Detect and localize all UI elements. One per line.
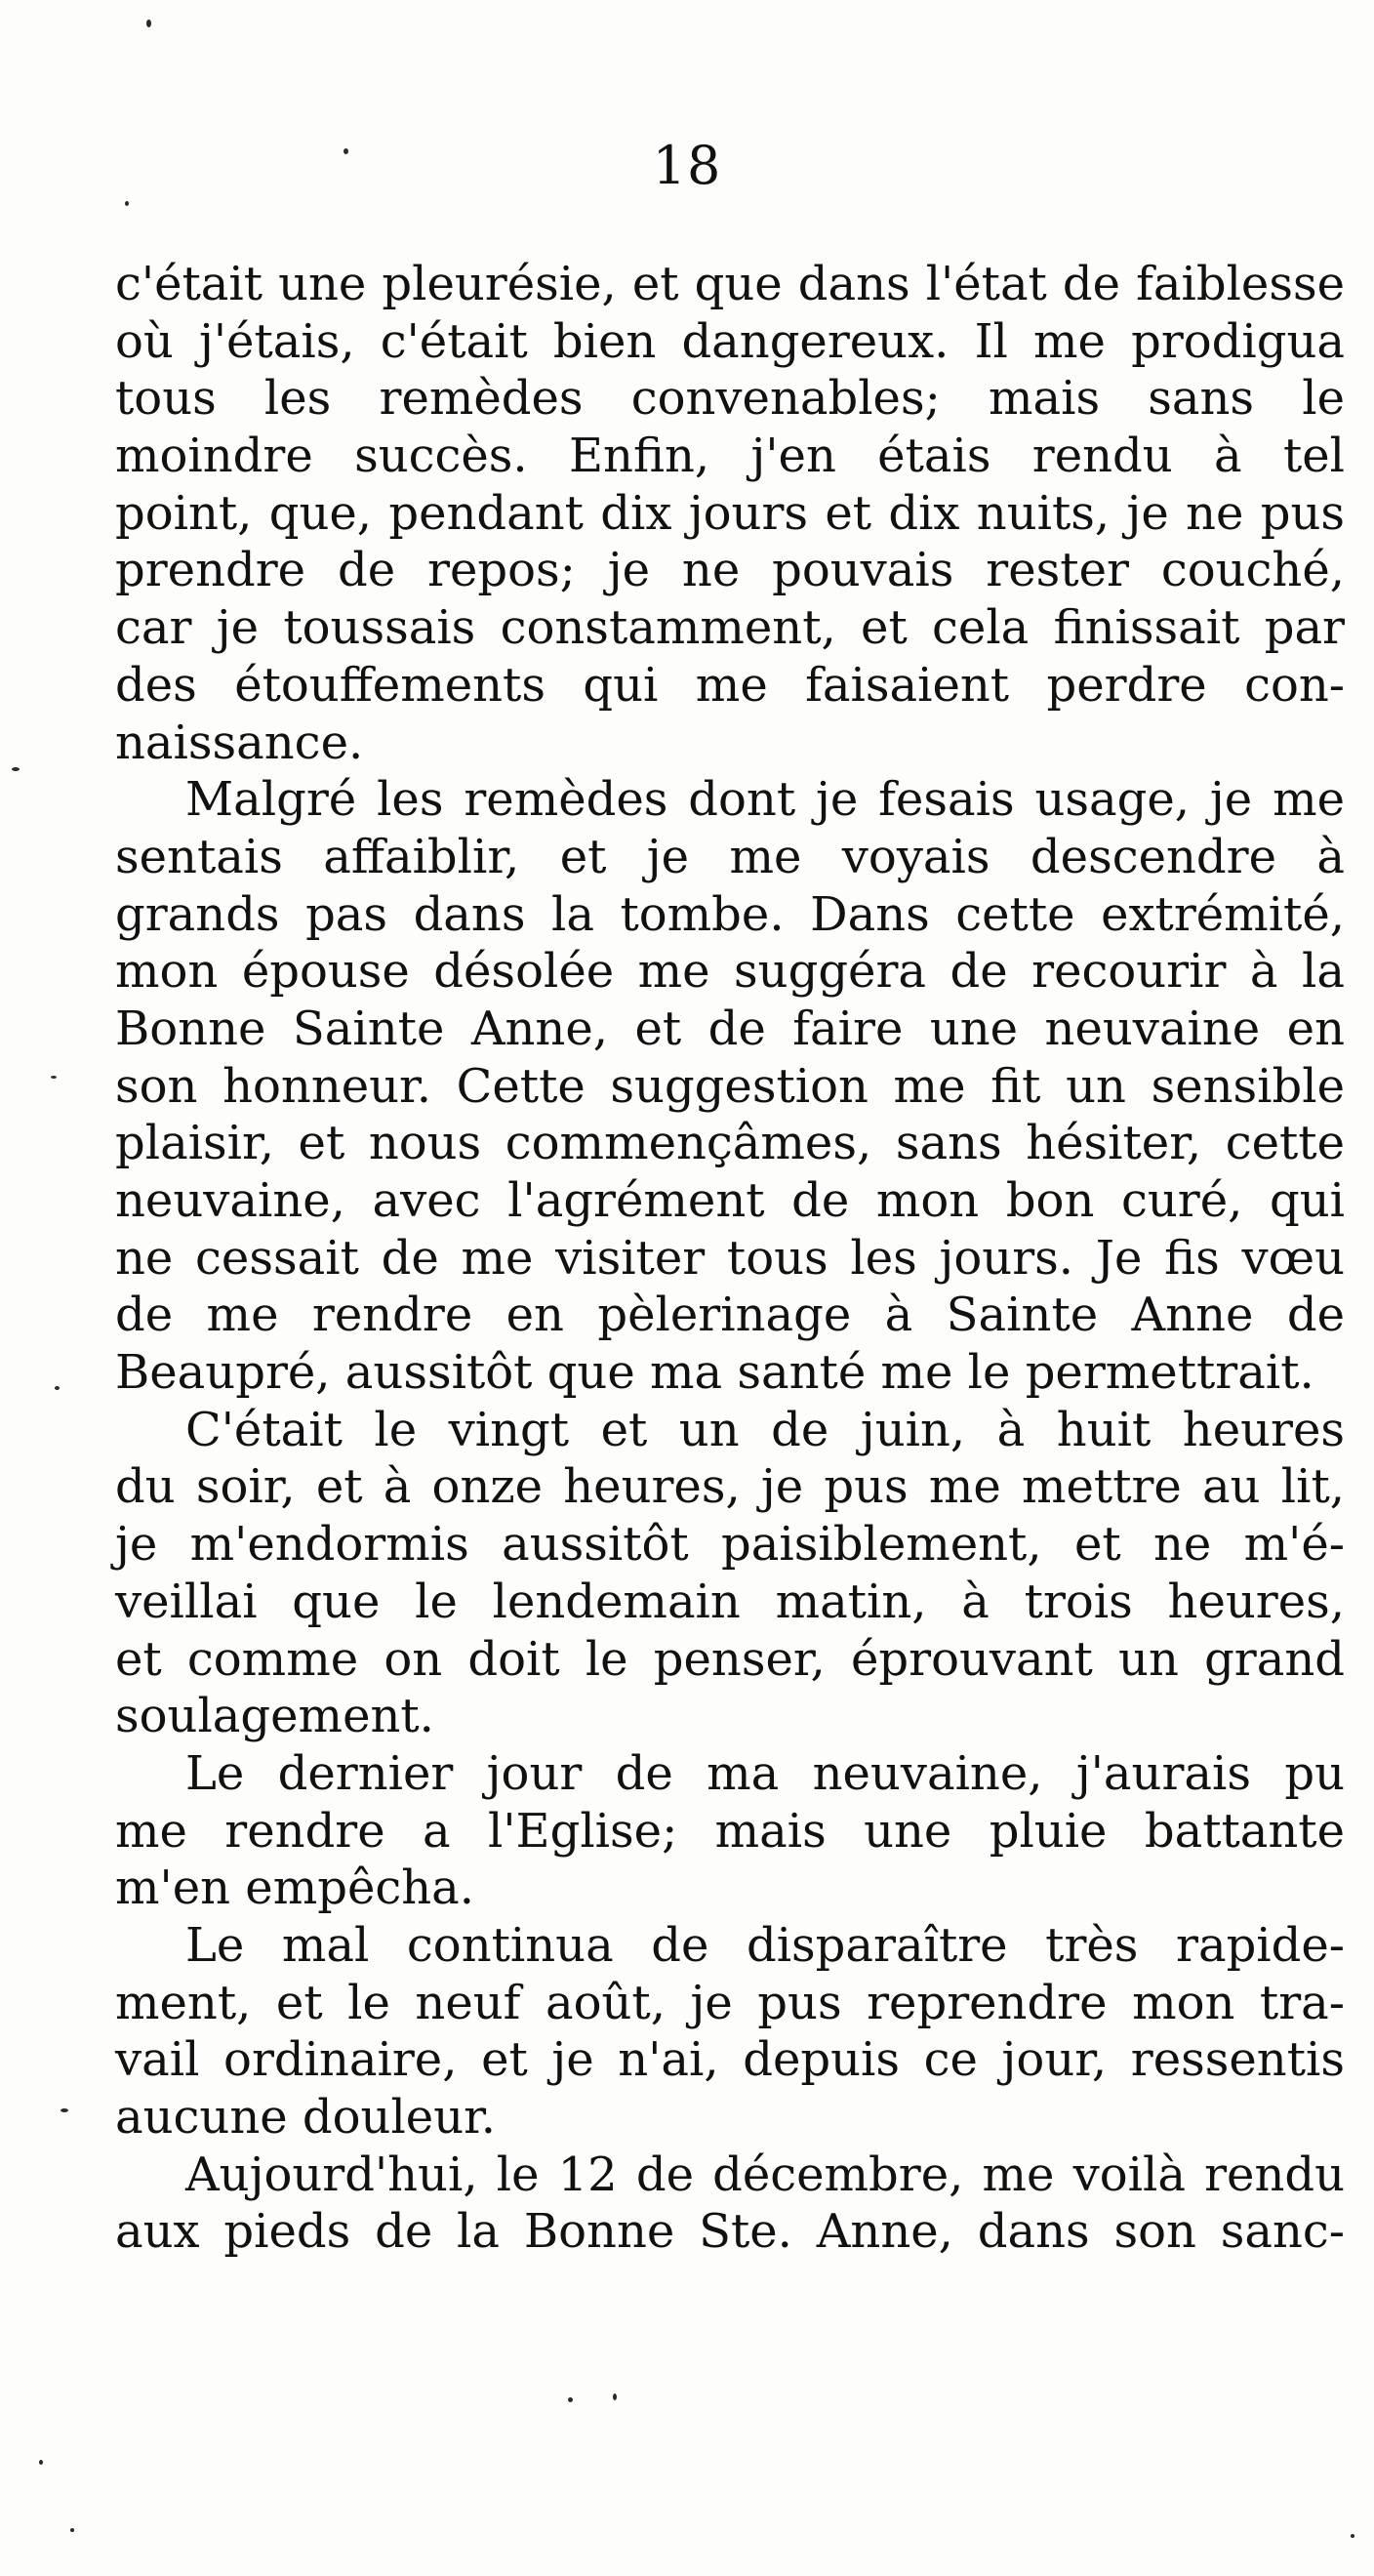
text-line: ne cessait de me visiter tous les jours. Je fis vœu xyxy=(115,1230,1345,1286)
text-line: car je toussais constamment, et cela finissait par xyxy=(115,600,1345,656)
scan-speck xyxy=(568,2397,573,2402)
text-line: ment, et le neuf août, je pus reprendre mon tra- xyxy=(115,1975,1345,2030)
text-line: Le mal continua de disparaître très rapide- xyxy=(185,1917,1345,1973)
text-line: neuvaine, avec l'agrément de mon bon curé, qui xyxy=(115,1173,1345,1228)
text-line: Aujourd'hui, le 12 de décembre, me voilà rendu xyxy=(185,2147,1345,2202)
text-line: du soir, et à onze heures, je pus me mettre au lit, xyxy=(115,1459,1345,1515)
text-line: mon épouse désolée me suggéra de recourir à la xyxy=(115,944,1345,1000)
text-line: Bonne Sainte Anne, et de faire une neuvaine en xyxy=(115,1001,1345,1056)
text-line: C'était le vingt et un de juin, à huit heures xyxy=(185,1402,1345,1457)
text-line: aucune douleur. xyxy=(115,2090,497,2145)
page-number: 18 xyxy=(652,135,722,196)
body-text xyxy=(115,256,1345,2261)
text-line: Le dernier jour de ma neuvaine, j'aurais pu xyxy=(185,1745,1345,1801)
text-line: où j'étais, c'était bien dangereux. Il me prodigua xyxy=(115,313,1345,369)
text-line: je m'endormis aussitôt paisiblement, et ne m'é- xyxy=(115,1517,1345,1573)
scan-speck xyxy=(344,148,348,154)
text-line: sentais affaiblir, et je me voyais descendre à xyxy=(115,829,1345,884)
text-line: veillai que le lendemain matin, à trois heures, xyxy=(115,1574,1345,1629)
scan-speck xyxy=(12,767,20,771)
text-line: prendre de repos; je ne pouvais rester couché, xyxy=(115,543,1345,598)
scan-speck xyxy=(70,2528,74,2532)
scan-speck xyxy=(1351,2534,1354,2538)
scan-speck xyxy=(125,201,129,206)
text-line: grands pas dans la tombe. Dans cette extrémité, xyxy=(115,886,1345,942)
text-line: des étouffements qui me faisaient perdre con- xyxy=(115,657,1345,713)
text-line: et comme on doit le penser, éprouvant un grand xyxy=(115,1631,1345,1687)
text-line: me rendre a l'Eglise; mais une pluie battante xyxy=(115,1803,1345,1859)
text-line: vail ordinaire, et je n'ai, depuis ce jour, ressentis xyxy=(115,2032,1345,2088)
text-line: de me rendre en pèlerinage à Sainte Anne de xyxy=(115,1288,1345,1343)
text-line: aux pieds de la Bonne Ste. Anne, dans son sanc- xyxy=(115,2204,1345,2260)
text-line: son honneur. Cette suggestion me fit un sensible xyxy=(115,1058,1345,1114)
scan-speck xyxy=(146,20,151,27)
text-line: m'en empêcha. xyxy=(115,1860,475,1916)
scan-speck xyxy=(51,1076,57,1079)
text-line: point, que, pendant dix jours et dix nuits, je ne pus xyxy=(115,485,1345,541)
text-line: Malgré les remèdes dont je fesais usage, je me xyxy=(185,772,1345,828)
text-line: moindre succès. Enfin, j'en étais rendu à tel xyxy=(115,429,1345,484)
text-line: Beaupré, aussitôt que ma santé me le permettrait. xyxy=(115,1345,1314,1401)
text-line: c'était une pleurésie, et que dans l'état de faiblesse xyxy=(115,257,1345,311)
text-line: tous les remèdes convenables; mais sans le xyxy=(115,371,1345,427)
scan-speck xyxy=(55,1386,60,1390)
scan-speck xyxy=(613,2393,617,2400)
scan-speck xyxy=(39,2460,43,2465)
scan-speck xyxy=(61,2108,68,2112)
text-line: naissance. xyxy=(115,715,364,770)
text-line: plaisir, et nous commençâmes, sans hésiter, cette xyxy=(115,1116,1345,1171)
text-line: soulagement. xyxy=(115,1689,434,1744)
